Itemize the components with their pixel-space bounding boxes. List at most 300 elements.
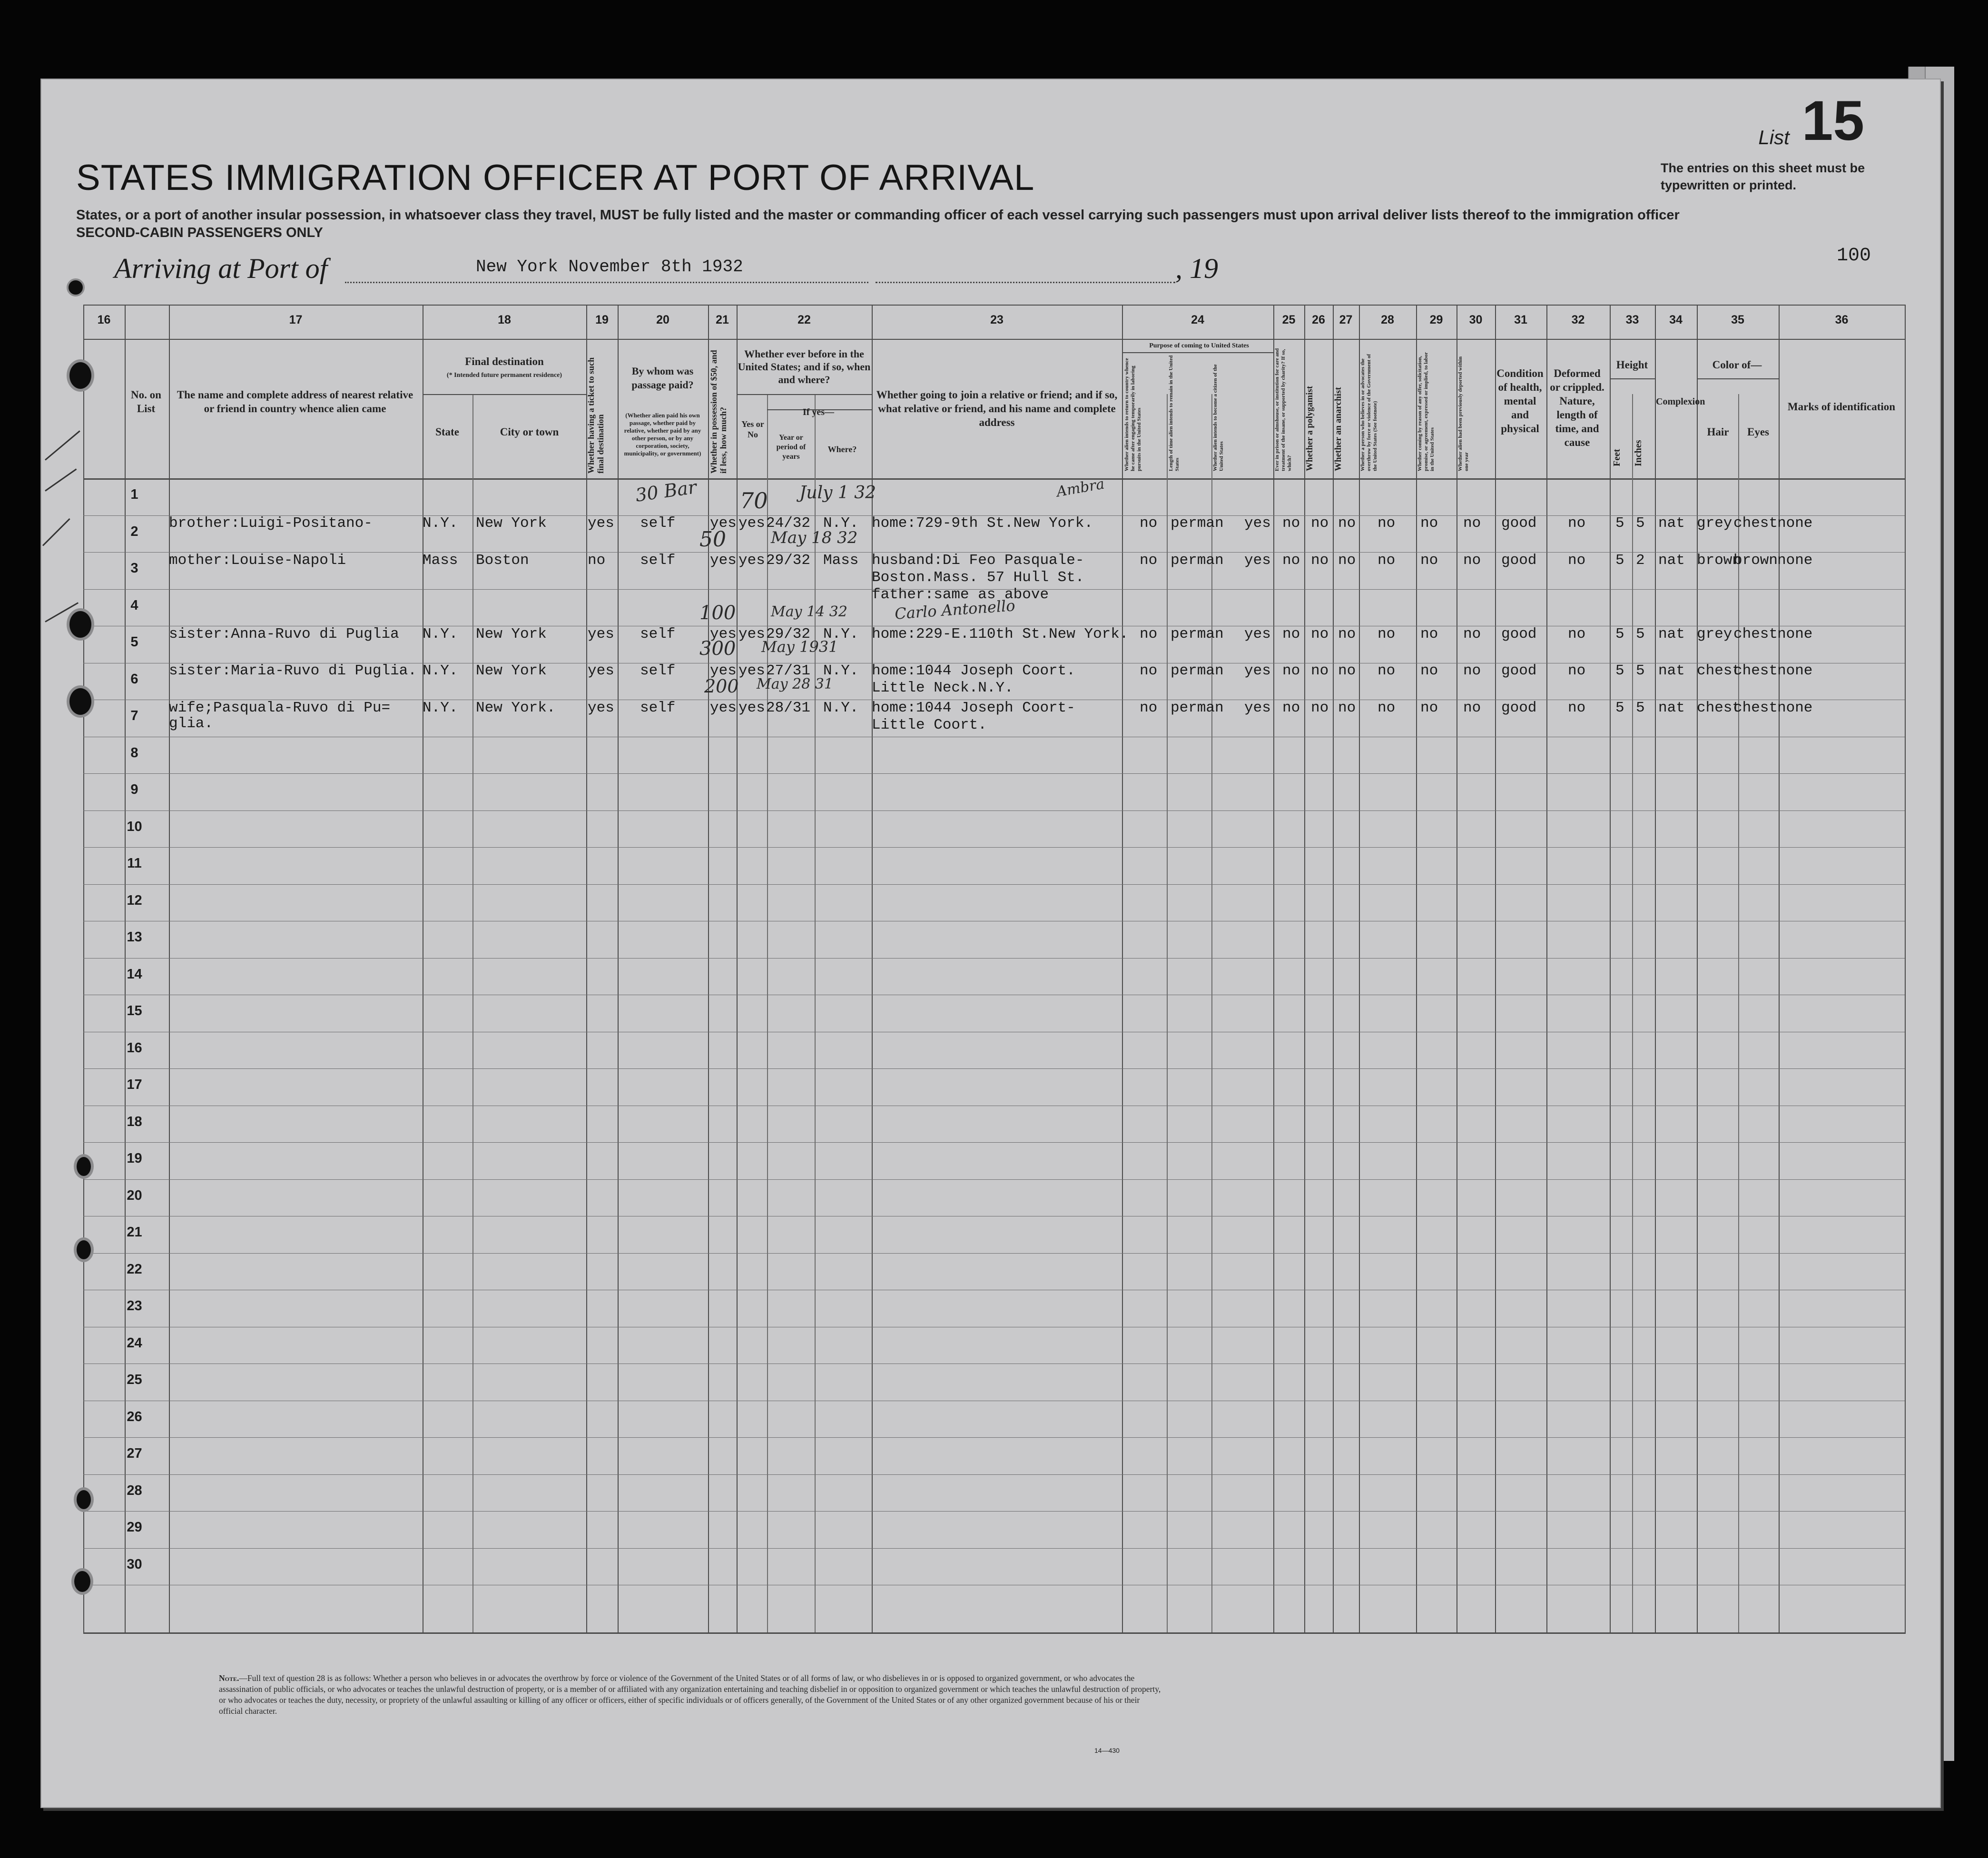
entry-join: home:1044 Joseph Coort-: [872, 699, 1075, 716]
list-number-box: [1758, 89, 1864, 152]
col-feet: Feet: [1612, 449, 1622, 466]
entry-fifty: yes: [710, 662, 737, 679]
column-rule: [1122, 305, 1123, 1632]
entry-state: N.Y.: [423, 515, 458, 532]
entry-health: good: [1501, 662, 1537, 679]
entry-overthrow: no: [1378, 699, 1396, 716]
row-number: 24: [127, 1335, 142, 1351]
col-final-destination: Final destination: [465, 356, 544, 367]
column-number: 16: [97, 313, 111, 326]
entry-join-line3: father:same as above: [872, 586, 1049, 603]
row-number: 30: [127, 1556, 142, 1572]
col-marks: Marks of identification: [1787, 401, 1896, 413]
entry-p-b: perman: [1171, 552, 1224, 569]
entry-hair: grey: [1697, 625, 1732, 642]
list-label: List: [1758, 126, 1790, 148]
row-number: 29: [127, 1520, 142, 1535]
footnote-label: Note.: [219, 1673, 239, 1683]
typewritten-note: The entries on this sheet must be typewritten or printed.: [1661, 161, 1865, 192]
entry-relative: sister:Anna-Ruvo di Puglia: [169, 625, 399, 642]
column-rule: [1546, 305, 1547, 1632]
col-purpose-a: Whether alien intends to return to country whence he came after engaging temporarily in laboring pursuits in the United States: [1124, 358, 1142, 471]
entry-join: home:729-9th St.New York.: [872, 515, 1093, 532]
entry-deported: no: [1463, 625, 1481, 642]
col-contract-labor: Whether coming by reason of any offer, solicitation, promise, or agreement, expressed or implied, to labor in the United States: [1417, 352, 1435, 471]
entry-period: 29/32: [766, 552, 811, 569]
entry-prison: no: [1282, 552, 1300, 569]
column-rule: [815, 394, 816, 1632]
binder-hole: [74, 1154, 94, 1179]
row-number: 20: [127, 1187, 142, 1203]
col-purpose: Purpose of coming to United States: [1149, 342, 1249, 349]
row-number: 10: [127, 819, 142, 834]
column-rule: [1905, 305, 1906, 1632]
column-number: 26: [1312, 313, 1325, 326]
entry-feet: 5: [1615, 552, 1624, 569]
entry-fifty: yes: [710, 699, 737, 716]
col-city: City or town: [500, 426, 559, 438]
col-color-of: Color of—: [1712, 359, 1762, 371]
row-number: 28: [127, 1482, 142, 1498]
entry-complexion: nat: [1658, 662, 1685, 679]
handwritten-money-1: 70: [740, 488, 768, 514]
entry-hair: chest: [1697, 699, 1742, 716]
entry-relative-line2: glia.: [169, 715, 214, 732]
row-rule: [83, 884, 1905, 885]
column-rule: [1167, 394, 1168, 1632]
entry-p-b: perman: [1171, 662, 1224, 679]
subheader-rule: [1697, 378, 1779, 379]
entry-prison: no: [1282, 515, 1300, 532]
entry-health: good: [1501, 625, 1537, 642]
row-rule: [83, 1511, 1905, 1512]
col-no-on-list: No. on List: [131, 389, 161, 415]
entry-where: N.Y.: [823, 625, 859, 642]
row-number: 7: [130, 708, 138, 723]
date-dotted-line: [876, 282, 1175, 283]
column-rule: [767, 394, 768, 1632]
table-top-border: [83, 305, 1906, 306]
entry-p-a: no: [1140, 625, 1158, 642]
entry-before: yes: [738, 662, 765, 679]
entry-anarch: no: [1338, 625, 1356, 642]
column-rule: [1333, 305, 1334, 1632]
subheader-rule: [423, 394, 586, 395]
entry-p-c: yes: [1244, 662, 1271, 679]
entry-state: N.Y.: [423, 662, 458, 679]
entry-before: yes: [738, 515, 765, 532]
row-number: 12: [127, 892, 142, 908]
handwritten-date-5: May 1931: [761, 638, 838, 656]
entry-paid: self: [640, 662, 676, 679]
row-rule: [83, 958, 1905, 959]
entry-prison: no: [1282, 699, 1300, 716]
row-number: 15: [127, 1003, 142, 1018]
column-rule: [737, 305, 738, 1632]
entry-join-line2: Little Neck.N.Y.: [872, 680, 1014, 696]
entry-health: good: [1501, 552, 1537, 569]
column-number: 23: [990, 313, 1004, 326]
entry-city: New York: [476, 625, 547, 642]
entry-contract: no: [1420, 515, 1438, 532]
entry-overthrow: no: [1378, 515, 1396, 532]
entry-eyes: chest: [1733, 625, 1778, 642]
col-purpose-b: Length of time alien intends to remain in the United States: [1168, 355, 1180, 471]
entry-contract: no: [1420, 662, 1438, 679]
col-year-period: Year or period of years: [776, 434, 806, 461]
entry-complexion: nat: [1658, 515, 1685, 532]
entry-anarch: no: [1338, 699, 1356, 716]
entry-period: 24/32: [766, 515, 811, 532]
col-yes-or-no: Yes or No: [741, 419, 764, 439]
row-number: 6: [130, 671, 138, 687]
entry-anarch: no: [1338, 662, 1356, 679]
column-number: 36: [1835, 313, 1849, 326]
row-number: 14: [127, 966, 142, 982]
column-rule: [1779, 305, 1780, 1632]
row-number: 26: [127, 1409, 142, 1424]
binder-hole: [67, 685, 94, 718]
entry-p-c: yes: [1244, 625, 1271, 642]
row-number: 23: [127, 1298, 142, 1314]
entry-ticket: no: [588, 552, 606, 569]
row-number: 3: [130, 561, 138, 576]
entry-feet: 5: [1615, 625, 1624, 642]
entry-hair: chest: [1697, 662, 1742, 679]
entry-paid: self: [640, 515, 676, 532]
handwritten-date-4: May 14 32: [771, 603, 847, 620]
column-number: 32: [1571, 313, 1585, 326]
entry-polyg: no: [1311, 515, 1329, 532]
entry-anarch: no: [1338, 552, 1356, 569]
col-fifty-dollars: Whether in possession of $50, and if less, how much?: [709, 350, 728, 474]
entry-period: 27/31: [766, 662, 811, 679]
entry-deported: no: [1463, 699, 1481, 716]
column-number: 34: [1669, 313, 1683, 326]
row-rule: [83, 1474, 1905, 1475]
entry-before: yes: [738, 699, 765, 716]
form-title: STATES IMMIGRATION OFFICER AT PORT OF ARRIVAL: [76, 158, 1035, 198]
col-deformed: Deformed or crippled. Nature, length of time, and cause: [1550, 367, 1604, 448]
entry-contract: no: [1420, 552, 1438, 569]
entry-paid: self: [640, 625, 676, 642]
entry-relative: brother:Luigi-Positano-: [169, 515, 373, 532]
binder-hole: [71, 1568, 93, 1595]
handwritten-date-6: May 28 31: [757, 676, 833, 692]
entry-prison: no: [1282, 625, 1300, 642]
column-number: 33: [1625, 313, 1639, 326]
binder-hole: [67, 278, 85, 296]
entry-ticket: yes: [588, 625, 614, 642]
entry-marks: none: [1777, 699, 1813, 716]
column-number: 24: [1191, 313, 1204, 326]
entry-deported: no: [1463, 552, 1481, 569]
row-rule: [83, 810, 1905, 811]
row-number: 18: [127, 1114, 142, 1129]
col-state: State: [435, 426, 459, 438]
year-label: , 19: [1175, 253, 1218, 284]
column-number: 35: [1731, 313, 1744, 326]
binder-hole: [67, 359, 94, 392]
entry-deformed: no: [1568, 699, 1586, 716]
row-number: 25: [127, 1372, 142, 1387]
entry-hair: grey: [1697, 515, 1732, 532]
row-rule: [83, 1253, 1905, 1254]
entry-deformed: no: [1568, 662, 1586, 679]
column-rule: [472, 394, 473, 1632]
entry-health: good: [1501, 515, 1537, 532]
row-number: 27: [127, 1446, 142, 1461]
column-rule: [1304, 305, 1305, 1632]
row-number: 9: [130, 782, 138, 797]
entry-period: 28/31: [766, 699, 811, 716]
row-number: 5: [130, 634, 138, 650]
col-passage-paid: By whom was passage paid?: [631, 365, 694, 391]
handwritten-join-1: Ambra: [1055, 475, 1106, 501]
col-before-in-us: Whether ever before in the United States; and if so, when and where?: [738, 348, 871, 385]
handwritten-money-1b: 30 Bar: [634, 476, 698, 506]
col-polygamist: Whether a polygamist: [1305, 385, 1315, 471]
entry-join: home:1044 Joseph Coort.: [872, 662, 1075, 679]
entry-before: yes: [738, 552, 765, 569]
entry-paid: self: [640, 552, 676, 569]
entry-polyg: no: [1311, 552, 1329, 569]
entry-fifty: yes: [710, 625, 737, 642]
entry-deported: no: [1463, 515, 1481, 532]
entry-where: Mass: [823, 552, 859, 569]
column-rule: [1655, 305, 1656, 1632]
row-rule: [83, 847, 1905, 848]
entry-health: good: [1501, 699, 1537, 716]
column-rule: [83, 305, 84, 1632]
column-number: 30: [1469, 313, 1483, 326]
entry-deformed: no: [1568, 515, 1586, 532]
row-number: 11: [127, 856, 142, 871]
column-number: 31: [1514, 313, 1527, 326]
entry-eyes: brown: [1733, 552, 1778, 569]
footnote-text: —Full text of question 28 is as follows: Whether a person who believes in or advocates the overthrow by force or violence of the Government of the United States or of all forms of law, or who disbelieves in or is opposed to organized government, or who advocates the assassination of public officials, or who advocates or teaches the unlawful destruction of property, or is a member of or affiliated with any organization entertaining and teaching disbelief in or opposition to organized government or which teaches the unlawful destruction of property, or who advocates or teaches the duty, necessity, or propriety of the unlawful assaulting or killing of any officer or officers, either of specific individuals or of officers generally, of the Government of the United States or of any other organized government because of his or their official character.: [219, 1673, 1161, 1716]
entry-p-b: perman: [1171, 699, 1224, 716]
entry-inches: 5: [1636, 699, 1645, 716]
entry-city: New York: [476, 662, 547, 679]
col-overthrow: Whether a person who believes in or advocates the overthrow by force or violence of the Government of the United States (See footnote): [1360, 354, 1378, 471]
col-purpose-c: Whether alien intends to become a citizen of the United States: [1212, 364, 1224, 471]
class-line: SECOND-CABIN PASSENGERS ONLY: [76, 225, 323, 240]
handwritten-date-2: May 18 32: [771, 528, 858, 547]
col-health: Condition of health, mental and physical: [1496, 367, 1544, 435]
binder-hole: [74, 1237, 94, 1262]
column-number: 21: [716, 313, 729, 326]
column-rule: [1697, 305, 1698, 1632]
entry-join: husband:Di Feo Pasquale-: [872, 552, 1084, 569]
row-number: 16: [127, 1040, 142, 1056]
handwritten-join-4: Carlo Antonello: [894, 596, 1016, 623]
entry-contract: no: [1420, 699, 1438, 716]
column-rule: [618, 305, 619, 1632]
entry-deformed: no: [1568, 625, 1586, 642]
entry-marks: none: [1777, 515, 1813, 532]
entry-marks: none: [1777, 662, 1813, 679]
col-deported: Whether alien had been previously deported within one year: [1457, 356, 1469, 471]
colnum-divider: [83, 339, 1906, 340]
entry-fifty: yes: [710, 515, 737, 532]
entry-ticket: yes: [588, 515, 614, 532]
row-rule: [83, 1548, 1905, 1549]
arriving-label: Arriving at Port of: [114, 253, 328, 284]
entry-inches: 5: [1636, 662, 1645, 679]
entry-contract: no: [1420, 625, 1438, 642]
entry-paid: self: [640, 699, 676, 716]
col-hair: Hair: [1707, 426, 1729, 438]
entry-city: Boston: [476, 552, 529, 569]
column-number: 28: [1381, 313, 1394, 326]
col-final-destination-note: (* Intended future permanent residence): [446, 372, 562, 379]
instruction-line: States, or a port of another insular possession, in whatsoever class they travel, MUST be fully listed and the master or commanding officer of each vessel carrying such passengers must upon arrival deliver lists thereof to the immigration officer: [76, 208, 1680, 223]
entry-inches: 5: [1636, 625, 1645, 642]
column-rule: [169, 305, 170, 1632]
handwritten-money-5: 300: [699, 638, 736, 660]
entry-inches: 5: [1636, 515, 1645, 532]
row-rule: [83, 1142, 1905, 1143]
entry-fifty: yes: [710, 552, 737, 569]
entry-join: home:229-E.110th St.New York.: [872, 625, 1129, 642]
col-complexion: Complexion: [1656, 396, 1705, 407]
column-rule: [872, 305, 873, 1632]
entry-inches: 2: [1636, 552, 1645, 569]
entry-complexion: nat: [1658, 699, 1685, 716]
entry-state: N.Y.: [423, 699, 458, 716]
entry-p-c: yes: [1244, 699, 1271, 716]
arriving-value: New York November 8th 1932: [476, 257, 743, 277]
subheader-rule: [1610, 378, 1655, 379]
column-number: 22: [797, 313, 811, 326]
col-passage-paid-note: (Whether alien paid his own passage, whether paid by relative, whether paid by any other person, or by any corporation, society, municipality, or government): [624, 412, 701, 457]
row-number: 1: [130, 487, 138, 502]
entry-polyg: no: [1311, 699, 1329, 716]
column-rule: [1610, 305, 1611, 1632]
entry-prison: no: [1282, 662, 1300, 679]
binder-hole: [74, 1487, 94, 1512]
entry-complexion: nat: [1658, 552, 1685, 569]
column-rule: [1359, 305, 1360, 1632]
col-inches: Inches: [1633, 440, 1644, 466]
col-anarchist: Whether an anarchist: [1333, 387, 1343, 471]
row-rule: [83, 1437, 1905, 1438]
entry-marks: none: [1777, 552, 1813, 569]
entry-overthrow: no: [1378, 552, 1396, 569]
entry-deported: no: [1463, 662, 1481, 679]
row-rule: [83, 1068, 1905, 1069]
entry-before: yes: [738, 625, 765, 642]
col-join-relative: Whether going to join a relative or friend; and if so, what relative or friend, and his name and complete address: [876, 389, 1118, 428]
column-number: 27: [1339, 313, 1353, 326]
entry-p-b: perman: [1171, 625, 1224, 642]
handwritten-money-6: 200: [704, 676, 739, 697]
col-ticket: Whether having a ticket to such final destination: [586, 357, 605, 474]
table-bottom-border: [83, 1632, 1906, 1634]
entry-eyes: chest: [1733, 662, 1778, 679]
col-relative: The name and complete address of nearest relative or friend in country whence alien came: [177, 389, 413, 415]
column-rule: [1632, 394, 1633, 1632]
column-rule: [1416, 305, 1417, 1632]
row-number: 2: [130, 524, 138, 539]
column-number: 29: [1429, 313, 1443, 326]
entry-feet: 5: [1615, 515, 1624, 532]
row-rule: [83, 773, 1905, 774]
col-if-yes: If yes—: [802, 407, 835, 417]
entry-p-a: no: [1140, 515, 1158, 532]
row-number: 17: [127, 1077, 142, 1092]
entry-p-b: perman: [1171, 515, 1224, 532]
row-rule: [83, 1179, 1905, 1180]
entry-p-a: no: [1140, 552, 1158, 569]
row-number: 4: [130, 597, 138, 613]
entry-ticket: yes: [588, 662, 614, 679]
entry-feet: 5: [1615, 699, 1624, 716]
entry-overthrow: no: [1378, 625, 1396, 642]
row-number: 21: [127, 1225, 142, 1240]
column-rule: [1273, 305, 1274, 1632]
subheader-rule: [737, 394, 872, 395]
list-number: 15: [1801, 89, 1864, 152]
entry-overthrow: no: [1378, 662, 1396, 679]
entry-where: N.Y.: [823, 515, 859, 532]
entry-p-a: no: [1140, 699, 1158, 716]
port-dotted-line: [345, 282, 868, 283]
column-number: 18: [498, 313, 511, 326]
entry-hair: brown: [1697, 552, 1742, 569]
column-rule: [1495, 305, 1496, 1632]
col-height: Height: [1616, 359, 1648, 371]
entry-anarch: no: [1338, 515, 1356, 532]
entry-state: Mass: [423, 552, 458, 569]
entry-polyg: no: [1311, 662, 1329, 679]
row-number: 19: [127, 1151, 142, 1166]
column-rule: [1738, 394, 1739, 1632]
column-rule: [708, 305, 709, 1632]
entry-polyg: no: [1311, 625, 1329, 642]
entry-feet: 5: [1615, 662, 1624, 679]
entry-eyes: chest: [1733, 515, 1778, 532]
entry-deformed: no: [1568, 552, 1586, 569]
entry-period: 29/32: [766, 625, 811, 642]
col-prison: Ever in prison or almshouse, or institution for care and treatment of the insane, or supported by charity? If so, which?: [1274, 348, 1292, 471]
row-number: 13: [127, 929, 142, 945]
column-number: 19: [595, 313, 609, 326]
entry-eyes: chest: [1733, 699, 1778, 716]
column-number: 25: [1282, 313, 1296, 326]
column-rule: [586, 305, 587, 1632]
entry-p-c: yes: [1244, 552, 1271, 569]
entry-city: New York: [476, 515, 547, 532]
handwritten-money-2: 50: [699, 527, 726, 552]
entry-p-c: yes: [1244, 515, 1271, 532]
row-number: 8: [130, 745, 138, 761]
page-number: 100: [1837, 245, 1871, 267]
entry-join-line2: Little Coort.: [872, 716, 987, 733]
entry-join-line2: Boston.Mass. 57 Hull St.: [872, 569, 1084, 586]
entry-complexion: nat: [1658, 625, 1685, 642]
footnote: [219, 1673, 1161, 1717]
col-where: Where?: [827, 445, 857, 454]
row-number: 22: [127, 1261, 142, 1277]
form-number: 14—430: [1094, 1747, 1120, 1754]
entry-relative: wife;Pasquala-Ruvo di Pu=: [169, 699, 391, 716]
entry-city: New York.: [476, 699, 556, 716]
binder-hole: [67, 608, 94, 641]
col-eyes: Eyes: [1747, 426, 1769, 438]
entry-marks: none: [1777, 625, 1813, 642]
